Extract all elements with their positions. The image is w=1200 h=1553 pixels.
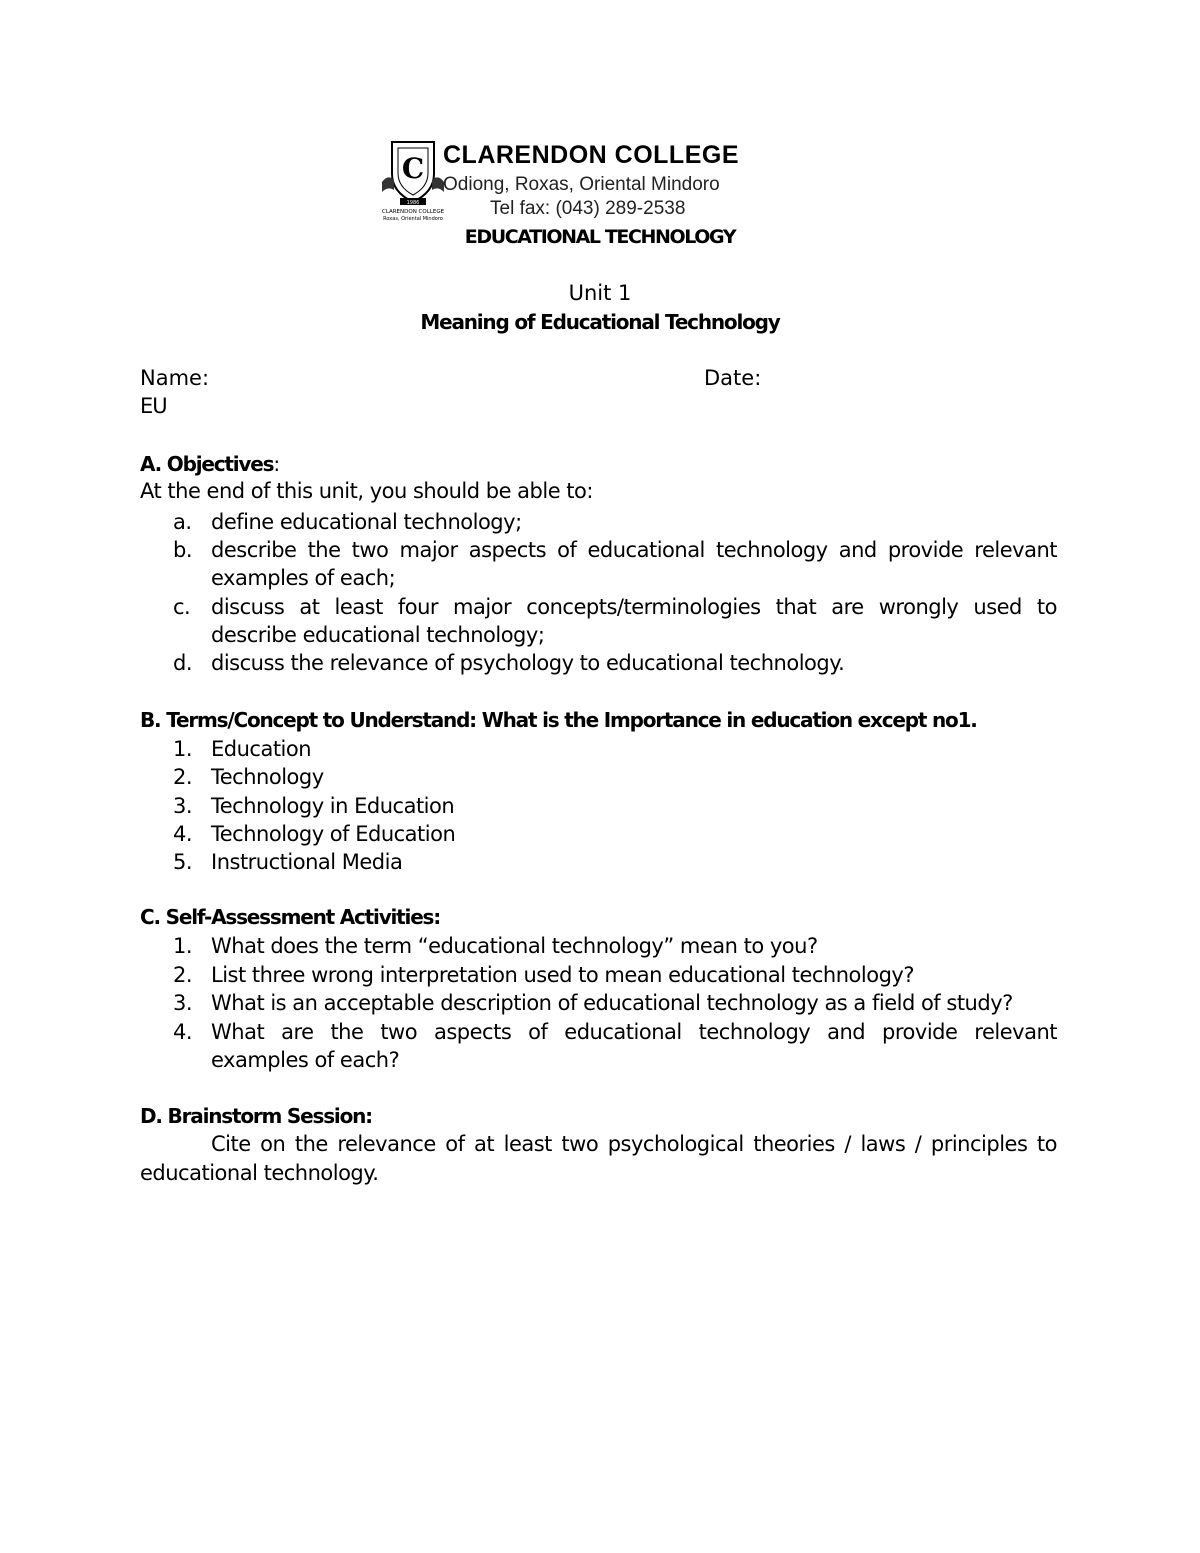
terms-heading: B. Terms/Concept to Understand: What is the Importance in education except no1. — [140, 708, 977, 732]
list-marker: 4. — [173, 822, 193, 846]
list-marker: 1. — [173, 737, 193, 761]
objective-item — [173, 536, 1057, 592]
question-item — [173, 989, 1057, 1017]
question-text-line1: What are the two aspects of educational technology and provide relevant — [211, 1020, 1057, 1044]
term-text: Technology — [211, 765, 324, 789]
term-item — [173, 792, 1057, 820]
term-text: Instructional Media — [211, 850, 403, 874]
objective-text-line1: describe the two major aspects of educational technology and provide relevant — [211, 538, 1057, 562]
brainstorm-heading: D. Brainstorm Session: — [140, 1104, 372, 1128]
term-text: Technology of Education — [211, 822, 456, 846]
objective-item — [173, 508, 1057, 536]
svg-text:1986: 1986 — [406, 200, 420, 206]
term-text: Technology in Education — [211, 794, 455, 818]
question-text-line2: examples of each? — [211, 1048, 400, 1072]
objective-text-line2: examples of each; — [211, 566, 396, 590]
objectives-heading — [140, 452, 279, 476]
question-text: What is an acceptable description of educational technology as a field of study? — [211, 991, 1013, 1015]
term-text: Education — [211, 737, 312, 761]
list-marker: 3. — [173, 991, 193, 1015]
term-item — [173, 763, 1057, 791]
objective-item — [173, 593, 1057, 649]
list-marker: 4. — [173, 1020, 193, 1044]
list-marker: 2. — [173, 765, 193, 789]
college-seal-icon — [378, 136, 448, 224]
logo-caption-line2: Roxas, Oriental Mindoro — [383, 216, 443, 222]
list-marker: d. — [173, 651, 193, 675]
objectives-intro: At the end of this unit, you should be able to: — [140, 479, 593, 503]
term-item — [173, 848, 1057, 876]
list-marker: 1. — [173, 934, 193, 958]
college-address: Odiong, Roxas, Oriental Mindoro — [443, 174, 720, 195]
objective-text-line2: describe educational technology; — [211, 623, 545, 647]
question-item — [173, 961, 1057, 989]
list-marker: 2. — [173, 963, 193, 987]
unit-label: Unit 1 — [568, 281, 632, 305]
question-text: What does the term “educational technology” mean to you? — [211, 934, 818, 958]
name-label: Name: — [140, 366, 210, 390]
list-marker: 5. — [173, 850, 193, 874]
course-title-text: EDUCATIONAL TECHNOLOGY — [464, 226, 736, 248]
svg-text:C: C — [401, 152, 425, 185]
list-marker: 3. — [173, 794, 193, 818]
question-item — [173, 1018, 1057, 1074]
list-marker: b. — [173, 538, 193, 562]
name-value: EU — [140, 394, 167, 418]
objectives-heading-text: A. Objectives — [140, 452, 274, 476]
college-name: CLARENDON COLLEGE — [443, 141, 739, 169]
list-marker: a. — [173, 510, 192, 534]
date-label: Date: — [704, 366, 762, 390]
objective-item — [173, 649, 1057, 677]
objective-text-line1: discuss at least four major concepts/terminologies that are wrongly used to — [211, 595, 1057, 619]
objectives-heading-colon: : — [273, 452, 279, 476]
term-item — [173, 820, 1057, 848]
unit-title: Meaning of Educational Technology — [420, 310, 780, 334]
objective-text: discuss the relevance of psychology to educational technology. — [211, 651, 845, 675]
college-telfax: Tel fax: (043) 289-2538 — [490, 198, 686, 219]
course-title — [0, 226, 1200, 248]
self-assessment-heading: C. Self-Assessment Activities: — [140, 905, 441, 929]
brainstorm-text: Cite on the relevance of at least two psychological theories / laws / principles to educational technology. — [140, 1132, 1057, 1185]
question-item — [173, 932, 1057, 960]
objective-text: define educational technology; — [211, 510, 522, 534]
term-item — [173, 735, 1057, 763]
list-marker: c. — [173, 595, 191, 619]
logo-caption-line1: CLARENDON COLLEGE — [381, 209, 445, 215]
question-text: List three wrong interpretation used to mean educational technology? — [211, 963, 914, 987]
